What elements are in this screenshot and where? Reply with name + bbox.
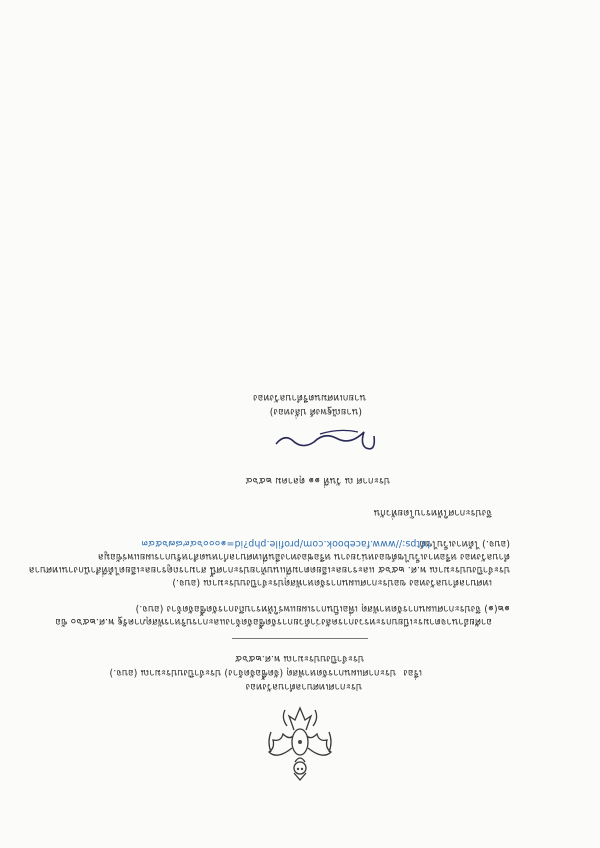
subject-label: เรื่อง <box>403 667 422 678</box>
header-org: ประกาศเทศบาลตำบลวังทอง <box>245 681 362 692</box>
subject-line-1: ประกาศแผนการจัดหาพัสดุ (จัดซื้อจัดจ้าง) ประจำปีงบประมาณ (อบจ.) <box>109 667 396 678</box>
date-line: ประกาศ ณ วันที่ ๑๑ ตุลาคม ๒๕๖๔ <box>245 475 390 486</box>
facebook-link[interactable]: https://www.facebook.com/profile.php?id=๑๐๐๐๖๔๙๘๗๖๕๔๓ <box>141 538 430 549</box>
body-line-5: ตำบลวังทอง หรือทางเว็บไซต์ของหน่วยงาน หรือช่องทางอื่นที่เทศบาลกำหนดสำหรับการเผยแพร่ข้อมูล <box>97 551 510 562</box>
signer-name: (นายณัฐพงศ์ ปลั่งทอง) <box>269 406 362 417</box>
subject-line-2: ประจำปีงบประมาณ พ.ศ.๒๕๖๕ <box>234 653 364 664</box>
body-line-2: ๑๒(๑) จึงประกาศแผนการจัดหาพัสดุ เพื่อเป็นการเผยแพร่ให้ทราบถึงการจัดซื้อจัดจ้าง (อบจ.) <box>135 603 510 614</box>
body-line-1: อาศัยอำนาจตามระเบียบกระทรวงการคลังว่าด้วยการจัดซื้อจัดจ้างและการบริหารพัสดุภาครัฐ พ.ศ.๒๕๖๐ ข้อ <box>55 616 492 627</box>
announce-line: จึงประกาศให้ทราบโดยทั่วกัน <box>373 507 492 518</box>
body-line-3: เทศบาลตำบลวังทอง ขอประกาศแผนการจัดหาพัสดุประจำปีงบประมาณ (อบจ.) <box>172 577 492 588</box>
signer-title: นายกเทศมนตรีตำบลวังทอง <box>252 392 366 403</box>
garuda-emblem <box>265 702 335 782</box>
body-line-6: (อบจ.) ได้ทางเว็บไซต์ <box>419 538 510 549</box>
header-divider <box>232 638 368 639</box>
handwritten-signature <box>270 422 380 458</box>
body-line-4: ประจำปีงบประมาณ พ.ศ. ๒๕๖๕ และรายละเอียดตามที่แนบท้ายประกาศนี้ สามารถดูรายละเอียดได้ที่สำนักงานเทศบาล <box>28 564 510 575</box>
